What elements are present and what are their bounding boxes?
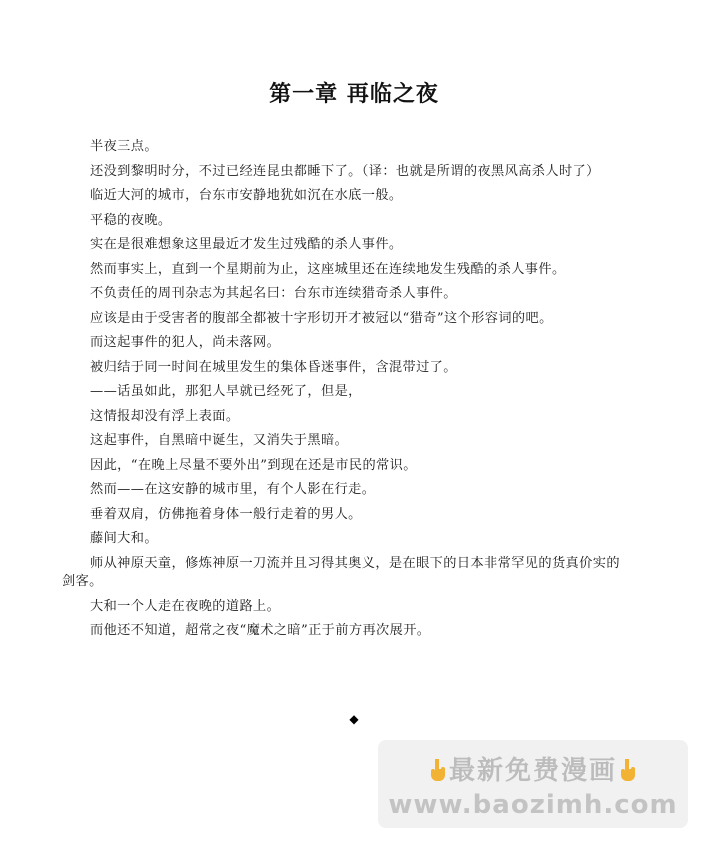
paragraph: 藤间大和。 bbox=[90, 531, 158, 546]
paragraph: 还没到黎明时分，不过已经连昆虫都睡下了。（译：也就是所谓的夜黑风高杀人时了） bbox=[90, 163, 600, 179]
paragraph: ——话虽如此，那犯人早就已经死了，但是， bbox=[90, 384, 362, 399]
pointing-down-hand-icon bbox=[617, 758, 639, 782]
paragraph: 平稳的夜晚。 bbox=[90, 212, 172, 228]
watermark-url: www.baozimh.com bbox=[388, 790, 678, 820]
paragraph: 而这起事件的犯人，尚未落网。 bbox=[90, 335, 281, 350]
paragraph: 这情报却没有浮上表面。 bbox=[90, 408, 240, 424]
paragraph: 因此，“在晚上尽量不要外出”到现在还是市民的常识。 bbox=[90, 457, 417, 473]
paragraph: 大和一个人走在夜晚的道路上。 bbox=[90, 598, 281, 614]
chapter-body bbox=[62, 138, 620, 647]
paragraph: 然而——在这安静的城市里，有个人影在行走。 bbox=[90, 482, 376, 497]
section-separator: ◆ bbox=[349, 712, 359, 726]
watermark-banner bbox=[378, 740, 688, 828]
paragraph: 师从神原天童，修炼神原一刀流并且习得其奥义，是在眼下的日本非常罕见的货真价实的剑客。 bbox=[62, 555, 620, 589]
pointing-down-hand-icon bbox=[427, 758, 449, 782]
paragraph: 被归结于同一时间在城里发生的集体昏迷事件，含混带过了。 bbox=[90, 359, 457, 375]
paragraph: 不负责任的周刊杂志为其起名曰：台东市连续猎奇杀人事件。 bbox=[90, 286, 457, 301]
paragraph: 而他还不知道，超常之夜“魔术之暗”正于前方再次展开。 bbox=[90, 623, 431, 638]
paragraph: 实在是很难想象这里最近才发生过残酷的杀人事件。 bbox=[90, 237, 403, 252]
paragraph: 半夜三点。 bbox=[90, 139, 158, 154]
watermark-headline-row bbox=[378, 750, 688, 787]
watermark-headline: 最新免费漫画 bbox=[448, 756, 617, 786]
paragraph: 临近大河的城市，台东市安静地犹如沉在水底一般。 bbox=[90, 188, 403, 203]
paragraph: 这起事件，自黑暗中诞生，又消失于黑暗。 bbox=[90, 433, 349, 448]
paragraph: 然而事实上，直到一个星期前为止，这座城里还在连续地发生残酷的杀人事件。 bbox=[90, 261, 566, 277]
chapter-title: 第一章 再临之夜 bbox=[269, 81, 439, 107]
paragraph: 应该是由于受害者的腹部全都被十字形切开才被冠以“猎奇”这个形容词的吧。 bbox=[90, 310, 553, 326]
paragraph: 垂着双肩，仿佛拖着身体一般行走着的男人。 bbox=[90, 506, 362, 522]
